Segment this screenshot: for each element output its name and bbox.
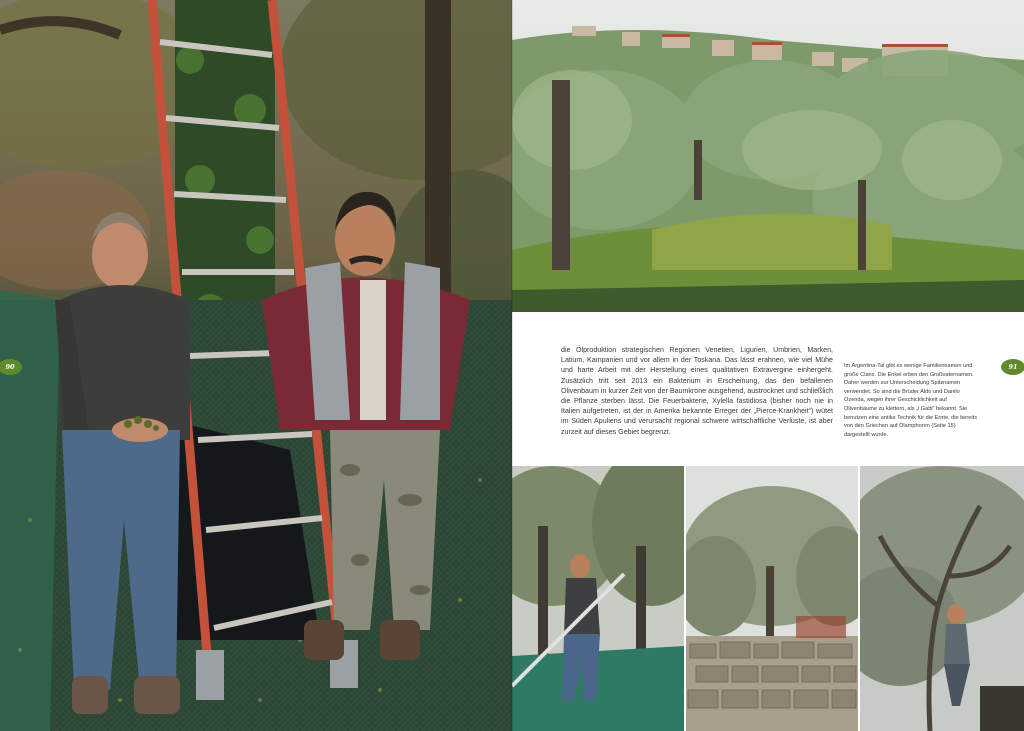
- right-page: [512, 0, 1024, 731]
- text-panel: [512, 312, 1024, 466]
- sidebar-caption: Im Argentina-Tal gibt es wenige Familiennamen und große Clans. Die Enkel erben den Großvaternamen. Daher werden zur Unterscheidung Spitznamen verwendet. So sind die Brüder Aldo und Danilo Ozenda, wegen ihrer Geschicklichkeit auf Olivenbäume zu klettern, als „i Gatti“ bekannt. Sie benutzen eine antike Technik für die Ernte, die bereits von den Griechen auf Ölamphoren (Seite 15) dargestellt wurde.: [844, 363, 977, 438]
- page-number-left-text: 90: [5, 363, 15, 371]
- page-number-right: [1001, 359, 1024, 375]
- photo-tree-climber: [860, 466, 1024, 731]
- photo-olive-grove-village: [512, 0, 1024, 312]
- photo-stone-wall-olives: [686, 466, 858, 731]
- body-text: die Ölproduktion strategischen Regionen Venetien, Ligurien, Umbrien, Marken, Latium, Kampanien und vor allem in der Toskana. Das lässt erahnen, wie viel Mühe und harte Arbeit mit der Herstellung eines qualitativen Extravergine einhergeht. Zusätzlich tritt seit 2013 ein Bakterium in Erscheinung, das den befallenen Olivenbaum in kurzer Zeit von der Baumkrone ausgehend, austrocknet und schließlich die Pflanze sterben lässt. Die Feuerbakterie, Xylella fastidiosa (bisher noch nie in Italien aufgetreten, ist der in Amerika bekannte Erreger der „Pierce-Krankheit“) wütet im Süden Apuliens und verursacht regional schwere wirtschaftliche Verluste, ist aber zurzeit auf dieses Gebiet begrenzt.: [561, 346, 833, 436]
- spine-gutter: [511, 0, 513, 731]
- photo-harvester-pole: [512, 466, 684, 731]
- page-number-right-text: 91: [1008, 363, 1018, 371]
